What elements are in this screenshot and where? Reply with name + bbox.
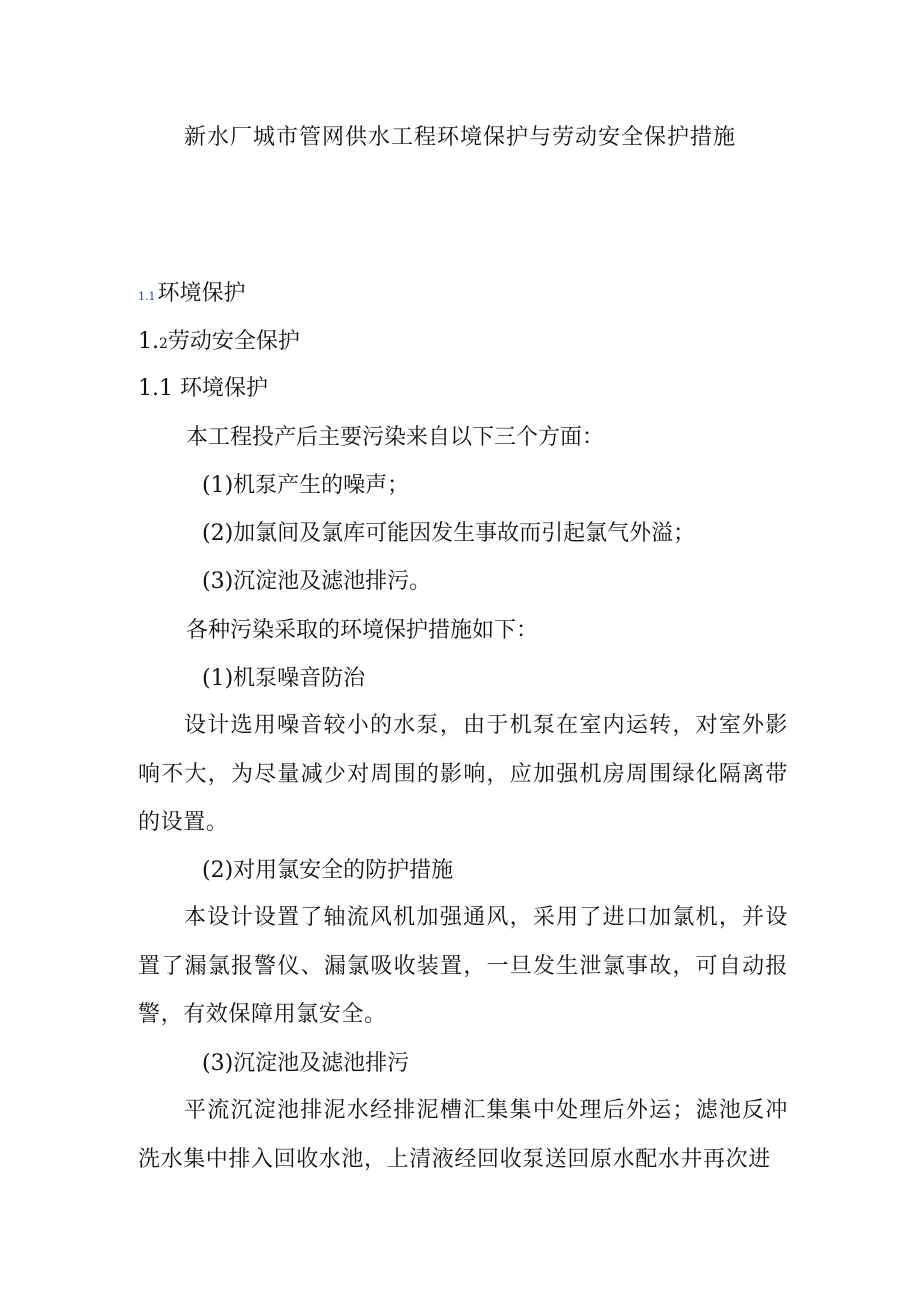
intro-text: 本工程投产后主要污染来自以下三个方面： bbox=[186, 425, 605, 450]
measure-paragraph: 本设计设置了轴流风机加强通风，采用了进口加氯机，并设置了漏氯报警仪、漏氯吸收装置，一旦发生泄氯事故，可自动报警，有效保障用氯安全。 bbox=[138, 905, 788, 1027]
measure-paragraph: 平流沉淀池排泥水经排泥槽汇集集中处理后外运；滤池反冲洗水集中排入回收水池，上清液经回收泵送回原水配水井再次进 bbox=[138, 1098, 788, 1172]
toc-entry-environment[interactable] bbox=[138, 278, 246, 313]
document-title: 新水厂城市管网供水工程环境保护与劳动安全保护措施 bbox=[183, 125, 736, 150]
toc-number-main: 1. bbox=[138, 329, 159, 354]
toc-label: 劳动安全保护 bbox=[167, 329, 300, 354]
measure-heading: (2)对用氯安全的防护措施 bbox=[202, 858, 454, 883]
section-heading: 1.1 环境保护 bbox=[138, 376, 268, 401]
source-item: (1)机泵产生的噪声； bbox=[202, 473, 410, 498]
measure-paragraph: 设计选用噪音较小的水泵，由于机泵在室内运转，对室外影响不大，为尽量减少对周围的影响，应加强机房周围绿化隔离带的设置。 bbox=[138, 713, 788, 835]
measure-heading: (1)机泵噪音防治 bbox=[202, 666, 366, 691]
toc-number: 1.1 bbox=[138, 290, 156, 303]
source-item: (3)沉淀池及滤池排污。 bbox=[202, 569, 432, 594]
toc-label: 环境保护 bbox=[157, 281, 246, 306]
toc-entry-labor-safety[interactable] bbox=[138, 326, 300, 360]
toc-number-sub: 2 bbox=[159, 336, 168, 352]
source-item: (2)加氯间及氯库可能因发生事故而引起氯气外溢； bbox=[202, 521, 696, 546]
measure-heading: (3)沉淀池及滤池排污 bbox=[202, 1051, 410, 1076]
measures-intro: 各种污染采取的环境保护措施如下： bbox=[186, 618, 539, 643]
